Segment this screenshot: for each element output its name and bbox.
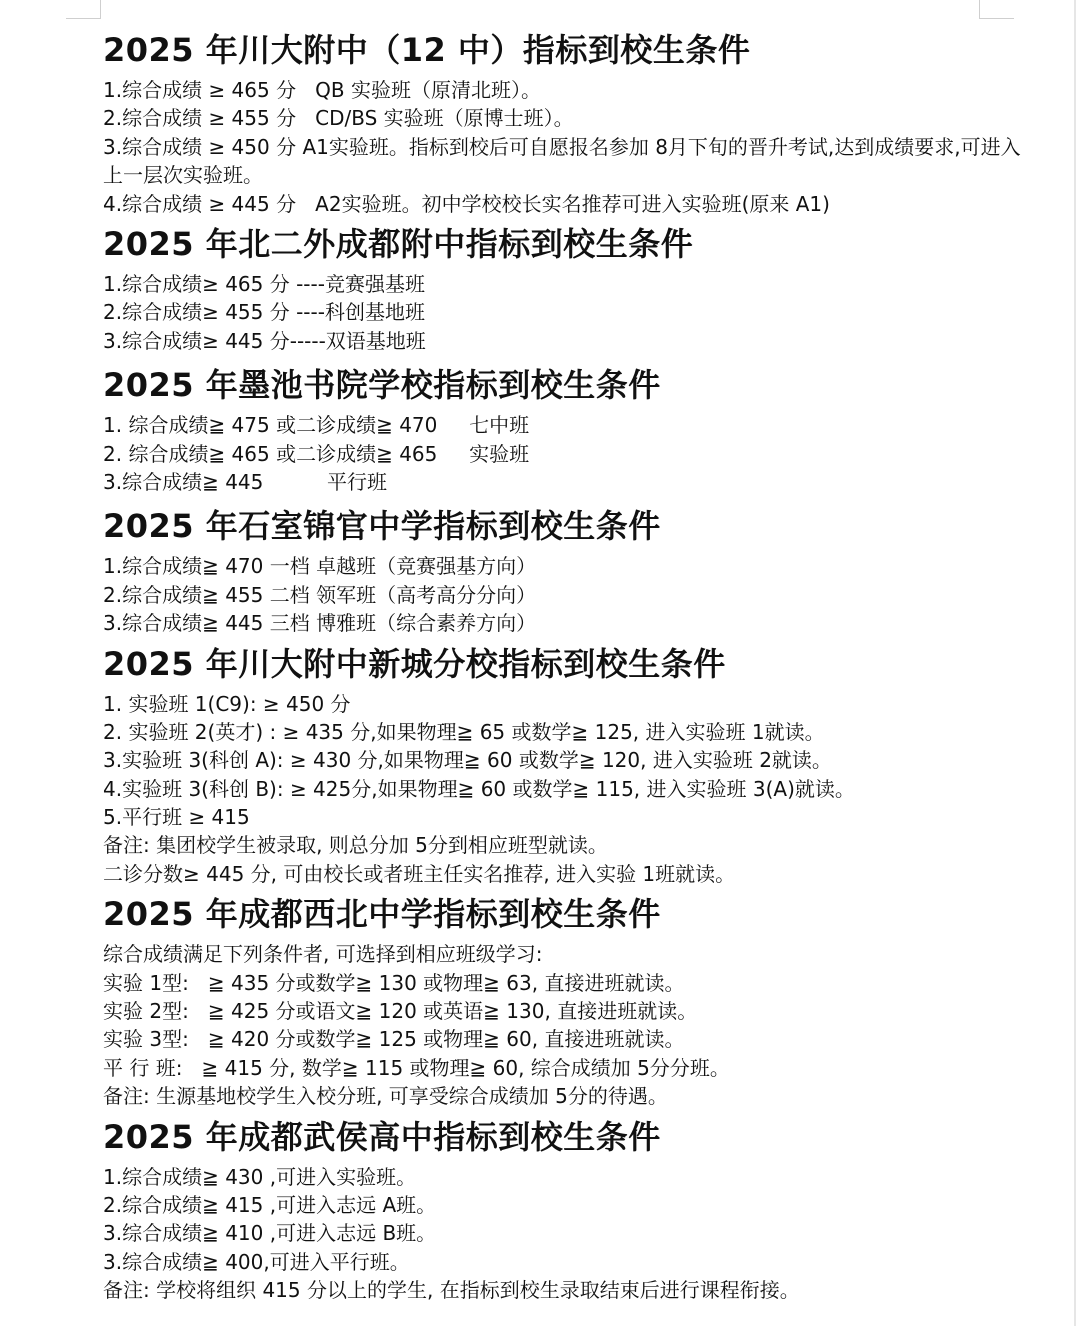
document-body [103, 28, 1033, 1305]
criteria-line: 3.综合成绩≧ 400,可进入平行班。 [103, 1249, 410, 1274]
section-title: 2025 年北二外成都附中指标到校生条件 [103, 224, 694, 263]
criteria-line: 4.综合成绩 ≥ 445 分 A2实验班。初中学校校长实名推荐可进入实验班(原来 A1) [103, 191, 830, 216]
section-chuanda-xincheng [103, 642, 1033, 889]
note-line: 备注: 生源基地校学生入校分班, 可享受综合成绩加 5分的待遇。 [103, 1084, 668, 1109]
section-title: 2025 年墨池书院学校指标到校生条件 [103, 366, 661, 405]
criteria-line: 4.实验班 3(科创 B): ≥ 425分,如果物理≧ 60 或数学≧ 115, 进入实验班 3(A)就读。 [103, 776, 855, 801]
criteria-line: 1. 实验班 1(C9): ≥ 450 分 [103, 691, 351, 716]
criteria-line: 1.综合成绩 ≥ 465 分 QB 实验班（原清北班）。 [103, 78, 541, 102]
section-beierwai-fuzhong [103, 222, 1033, 355]
criteria-line: 2. 综合成绩≧ 465 或二诊成绩≧ 465 实验班 [103, 441, 530, 466]
section-chuanda-fuzhong [103, 28, 1033, 218]
criteria-line: 3.综合成绩≧ 445 三档 博雅班（综合素养方向） [103, 611, 537, 636]
section-wuhou-gaozhong [103, 1115, 1033, 1305]
section-shishi-jinguan [103, 504, 1033, 637]
criteria-line: 3.综合成绩≧ 445 平行班 [103, 469, 387, 494]
criteria-line: 3.综合成绩 ≥ 450 分 A1实验班。指标到校后可自愿报名参加 8月下旬的晋升考试,达到成绩要求,可进入上一层次实验班。 [103, 134, 1021, 188]
note-line: 二诊分数≥ 445 分, 可由校长或者班主任实名推荐, 进入实验 1班就读。 [103, 861, 736, 886]
crop-mark-top-left [66, 0, 101, 19]
section-xibei-zhongxue [103, 892, 1033, 1110]
criteria-line: 实验 3型: ≧ 420 分或数学≧ 125 或物理≧ 60, 直接进班就读。 [103, 1027, 685, 1052]
criteria-line: 1.综合成绩≥ 465 分 ----竞赛强基班 [103, 271, 425, 296]
criteria-line: 实验 1型: ≧ 435 分或数学≧ 130 或物理≧ 63, 直接进班就读。 [103, 970, 685, 995]
section-title: 2025 年成都西北中学指标到校生条件 [103, 895, 661, 934]
page-edge-rule [1074, 0, 1076, 1326]
section-mochi-shuyuan [103, 363, 1033, 496]
criteria-line: 2.综合成绩 ≥ 455 分 CD/BS 实验班（原博士班）。 [103, 106, 574, 131]
intro-line: 综合成绩满足下列条件者, 可选择到相应班级学习: [103, 942, 543, 967]
criteria-line: 2.综合成绩≥ 455 分 ----科创基地班 [103, 300, 425, 325]
note-line: 备注: 学校将组织 415 分以上的学生, 在指标到校生录取结束后进行课程衔接。 [103, 1278, 800, 1303]
criteria-line: 1.综合成绩≧ 430 ,可进入实验班。 [103, 1164, 417, 1189]
criteria-line: 5.平行班 ≥ 415 [103, 805, 250, 830]
criteria-line: 2.综合成绩≧ 415 ,可进入志远 A班。 [103, 1192, 437, 1217]
criteria-line: 实验 2型: ≧ 425 分或语文≧ 120 或英语≧ 130, 直接进班就读。 [103, 999, 698, 1024]
section-title: 2025 年川大附中新城分校指标到校生条件 [103, 644, 726, 683]
note-line: 备注: 集团校学生被录取, 则总分加 5分到相应班型就读。 [103, 833, 608, 858]
criteria-line: 2. 实验班 2(英才) : ≥ 435 分,如果物理≧ 65 或数学≧ 125, 进入实验班 1就读。 [103, 719, 825, 744]
section-title: 2025 年石室锦官中学指标到校生条件 [103, 507, 661, 546]
criteria-line: 2.综合成绩≧ 455 二档 领军班（高考高分分向） [103, 582, 537, 607]
criteria-line: 1.综合成绩≧ 470 一档 卓越班（竞赛强基方向） [103, 554, 537, 579]
criteria-line: 3.综合成绩≥ 445 分-----双语基地班 [103, 328, 426, 353]
crop-mark-top-right [979, 0, 1014, 19]
criteria-line: 3.综合成绩≧ 410 ,可进入志远 B班。 [103, 1221, 437, 1246]
criteria-line: 1. 综合成绩≧ 475 或二诊成绩≧ 470 七中班 [103, 413, 530, 438]
section-title: 2025 年川大附中（12 中）指标到校生条件 [103, 31, 751, 69]
criteria-line: 3.实验班 3(科创 A): ≥ 430 分,如果物理≧ 60 或数学≧ 120, 进入实验班 2就读。 [103, 748, 832, 773]
section-title: 2025 年成都武侯高中指标到校生条件 [103, 1117, 661, 1156]
criteria-line: 平 行 班: ≧ 415 分, 数学≧ 115 或物理≧ 60, 综合成绩加 5分分班。 [103, 1055, 730, 1080]
